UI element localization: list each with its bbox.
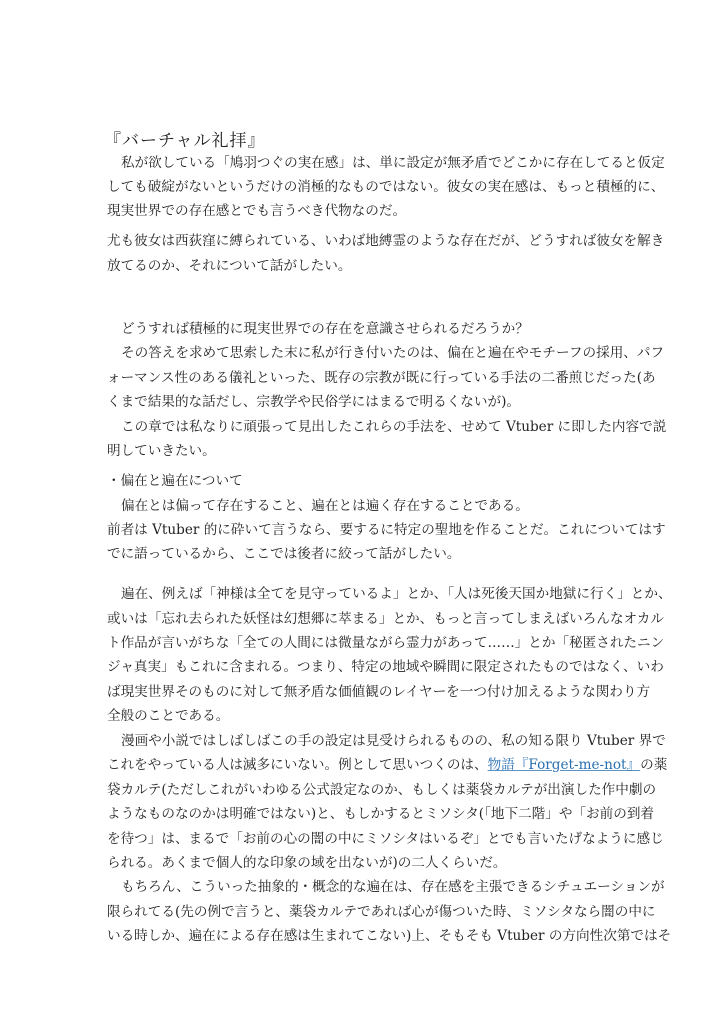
forget-me-not-link[interactable]: 物語『Forget-me-not』 bbox=[487, 757, 641, 773]
paragraph-line: ジャ真実」もこれに含まれる。つまり、特定の地域や瞬間に限定されたものではなく、いわ bbox=[107, 659, 664, 675]
paragraph-line: 漫画や小説ではしばしばこの手の設定は見受けられるものの、私の知る限り Vtuber 界で bbox=[121, 733, 666, 749]
paragraph-line: でに語っているから、ここでは後者に絞って話がしたい。 bbox=[107, 546, 461, 562]
paragraph-line: どうすれば積極的に現実世界での存在を意識させられるだろうか？ bbox=[121, 321, 529, 337]
paragraph-line: られる。あくまで個人的な印象の域を出ないが)の二人くらいだ。 bbox=[107, 855, 507, 871]
paragraph-line: いる時しか、遍在による存在感は生まれてこない)上、そもそも Vtuber の方向性次第ではそ bbox=[107, 928, 672, 944]
paragraph-line: ば現実世界そのものに対して無矛盾な価値観のレイヤーを一つ付け加えるような関わり方 bbox=[107, 684, 651, 700]
paragraph-line: くまで結果的な話だし、宗教学や民俗学にはまるで明るくないが)。 bbox=[107, 394, 520, 410]
paragraph-line: ォーマンス性のある儀礼といった、既存の宗教が既に行っている手法の二番煎じだった(あ bbox=[107, 370, 656, 386]
paragraph-line: 或いは「忘れ去られた妖怪は幻想郷に萃まる」とか、もっと言ってしまえばいろんなオカル bbox=[107, 611, 664, 627]
paragraph-line: 偏在とは偏って存在すること、遍在とは遍く存在することである。 bbox=[121, 498, 529, 514]
paragraph-line: しても破綻がないというだけの消極的なものではない。彼女の実在感は、もっと積極的に、 bbox=[107, 179, 665, 195]
section-heading: ・偏在と遍在について bbox=[107, 473, 243, 489]
paragraph-line: 全般のことである。 bbox=[107, 708, 230, 724]
paragraph-line: 遍在、例えば「神様は全てを見守っているよ」とか、「人は死後天国か地獄に行く」とか、 bbox=[121, 586, 672, 602]
paragraph-line-with-link bbox=[107, 756, 668, 774]
paragraph-text: これをやっている人は滅多にいない。例として思いつくのは、 bbox=[107, 757, 488, 773]
paragraph-line: ようなものなのかは明確ではない)と、もしかするとミソシタ(「地下二階」や「お前の到着 bbox=[107, 806, 655, 822]
paragraph-line: 放てるのか、それについて話がしたい。 bbox=[107, 258, 352, 274]
paragraph-line: ト作品が言いがちな「全ての人間には微量ながら霊力があって……」とか「秘匿されたニン bbox=[107, 635, 665, 651]
paragraph-line: 袋カルテ(ただしこれがいわゆる公式設定なのか、もしくは薬袋カルテが出演した作中劇の bbox=[107, 782, 657, 798]
paragraph-line: 現実世界での存在感とでも言うべき代物なのだ。 bbox=[107, 203, 407, 219]
paragraph-line: を待つ」は、まるで「お前の心の闇の中にミソシタはいるぞ」とでも言いたげなように感じ bbox=[107, 831, 664, 847]
paragraph-line: その答えを求めて思索した末に私が行き付いたのは、偏在と遍在やモチーフの採用、パフ bbox=[121, 345, 665, 361]
paragraph-line: 前者は Vtuber 的に砕いて言うなら、要するに特定の聖地を作ることだ。これについてはす bbox=[107, 522, 666, 538]
paragraph-line: 尤も彼女は西荻窪に縛られている、いわば地縛霊のような存在だが、どうすれば彼女を解き bbox=[107, 233, 665, 249]
paragraph-line: 限られてる(先の例で言うと、薬袋カルテであれば心が傷ついた時、ミソシタなら闇の中に bbox=[107, 904, 656, 920]
paragraph-text: の薬 bbox=[640, 757, 668, 773]
paragraph-line: もちろん、こういった抽象的・概念的な遍在は、存在感を主張できるシチュエーションが bbox=[121, 879, 665, 895]
paragraph-line: この章では私なりに頑張って見出したこれらの手法を、せめて Vtuber に即した内容で説 bbox=[121, 419, 667, 435]
paragraph-line: 私が欲している「鳩羽つぐの実在感」は、単に設定が無矛盾でどこかに存在してると仮定 bbox=[121, 155, 665, 171]
chapter-title: 『バーチャル礼拝』 bbox=[104, 131, 266, 151]
paragraph-line: 明していきたい。 bbox=[107, 443, 216, 459]
